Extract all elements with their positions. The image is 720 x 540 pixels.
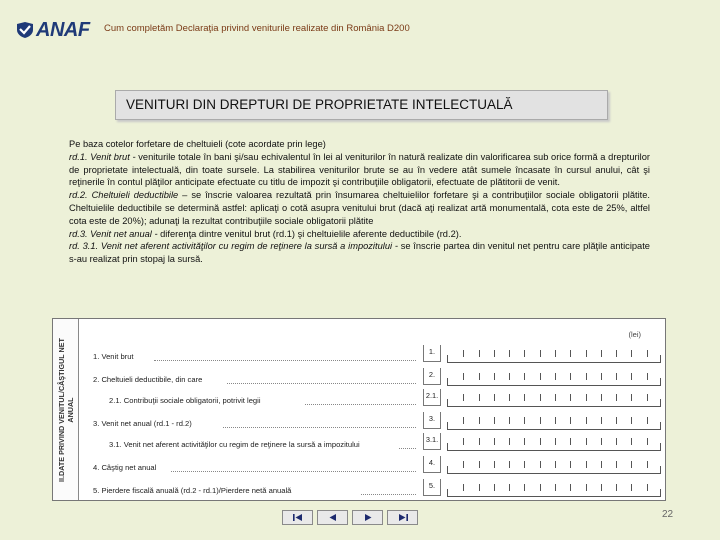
form-row-label: 5. Pierdere fiscală anuală (rd.2 - rd.1)/Pierdere netă anuală	[93, 486, 292, 495]
digit-separator	[647, 461, 648, 468]
digit-separator	[631, 394, 632, 401]
digit-separator	[601, 417, 602, 424]
digit-separator	[647, 438, 648, 445]
digit-separator	[479, 484, 480, 491]
digit-separator	[631, 461, 632, 468]
first-page-button[interactable]	[282, 510, 313, 525]
explanation-row-3-1	[69, 240, 650, 266]
digit-separator	[555, 438, 556, 445]
digit-separator	[601, 350, 602, 357]
digit-separator	[586, 417, 587, 424]
digit-separator	[479, 461, 480, 468]
next-page-icon	[361, 513, 375, 522]
explanation-row-3	[69, 228, 650, 241]
digit-separator	[540, 484, 541, 491]
digit-separator	[524, 350, 525, 357]
pierdere-fiscala-input[interactable]	[447, 489, 661, 497]
digit-separator	[509, 484, 510, 491]
digit-separator	[479, 394, 480, 401]
digit-separator	[463, 484, 464, 491]
digit-separator	[540, 461, 541, 468]
digit-separator	[586, 484, 587, 491]
form-row-4	[79, 458, 667, 474]
digit-separator	[555, 350, 556, 357]
digit-separator	[540, 373, 541, 380]
form-row-label: 4. Câştig net anual	[93, 463, 157, 472]
row-3-1-text: se înscrie partea din venitul net pentru care plăţile anticipate s-au realizat prin stopaj la sursă.	[69, 241, 650, 265]
digit-separator	[540, 438, 541, 445]
digit-separator	[601, 461, 602, 468]
explanation-row-2	[69, 189, 650, 227]
digit-separator	[616, 373, 617, 380]
digit-separator	[540, 350, 541, 357]
digit-separator	[647, 373, 648, 380]
first-page-icon	[291, 513, 305, 522]
header-title: Cum completăm Declaraţia privind veniturile realizate din România D200	[104, 23, 410, 34]
row-1-text: veniturile totale în bani şi/sau echivalentul în lei al veniturilor în natură realizate din valorificarea sub orice formă a drepturilor de proprietate intelectuală, din toate sursele. La stabilirea veniturilor brute se au în vedere atât sumele încasate în cursul anului, cât şi reţinerile în contul plăţilor anticipate efectuate cu titlu de impozit şi contribuţiile obligatorii, efectuate de plătitorii de venit.	[69, 151, 651, 188]
digit-separator	[494, 394, 495, 401]
digit-separator	[570, 417, 571, 424]
venit-net-retinere-input[interactable]	[447, 443, 661, 451]
contributii-sociale-input[interactable]	[447, 399, 661, 407]
unit-label: (lei)	[628, 330, 641, 339]
digit-separator	[479, 438, 480, 445]
section-title: VENITURI DIN DREPTURI DE PROPRIETATE INTELECTUALĂ	[115, 90, 608, 120]
digit-separator	[647, 350, 648, 357]
digit-separator	[509, 373, 510, 380]
digit-separator	[570, 484, 571, 491]
digit-separator	[631, 373, 632, 380]
digit-separator	[479, 373, 480, 380]
side-label-line-1: II.DATE PRIVIND VENITUL/CÂŞTIGUL NET	[56, 337, 66, 482]
cheltuieli-deductibile-input[interactable]	[447, 378, 661, 386]
form-side-label	[53, 319, 79, 500]
form-row-3	[79, 414, 667, 430]
form-row-5	[79, 481, 667, 497]
last-page-icon	[396, 513, 410, 522]
form-row-code: 2.1.	[423, 389, 441, 406]
logo-text: ANAF	[36, 19, 90, 41]
digit-separator	[479, 350, 480, 357]
form-row-3-1	[79, 435, 667, 451]
explanation-row-1	[69, 151, 650, 189]
row-2-label: rd.2. Cheltuieli deductibile –	[69, 190, 192, 201]
digit-separator	[616, 394, 617, 401]
digit-separator	[616, 350, 617, 357]
form-row-code: 2.	[423, 368, 441, 385]
digit-separator	[570, 350, 571, 357]
digit-separator	[494, 461, 495, 468]
digit-separator	[494, 417, 495, 424]
digit-separator	[601, 394, 602, 401]
form-row-code: 1.	[423, 345, 441, 362]
explanation-heading: Pe baza cotelor forfetare de cheltuieli (cote acordate prin lege)	[69, 139, 326, 149]
digit-separator	[509, 417, 510, 424]
row-3-text: diferenţa dintre venitul brut (rd.1) şi cheltuielile aferente deductibile (rd.2).	[160, 228, 462, 239]
digit-separator	[494, 484, 495, 491]
digit-separator	[509, 394, 510, 401]
row-3-label: rd.3. Venit net anual -	[69, 228, 161, 239]
digit-separator	[463, 394, 464, 401]
digit-separator	[647, 417, 648, 424]
digit-separator	[647, 484, 648, 491]
venit-net-anual-input[interactable]	[447, 422, 661, 430]
digit-separator	[631, 350, 632, 357]
digit-separator	[601, 484, 602, 491]
digit-separator	[586, 350, 587, 357]
explanation-text	[69, 138, 650, 266]
digit-separator	[524, 394, 525, 401]
form-row-2	[79, 370, 667, 386]
form-row-code: 3.	[423, 412, 441, 429]
previous-page-icon	[326, 513, 340, 522]
row-2-text: se înscrie valoarea rezultată prin însumarea cheltuielilor forfetare şi a contribuţiilor sociale obligatorii plătite. Cheltuielile deductibile se determină astfel: aplicaţi o cotă asupra venitului brut (dacă aţi realizat artă monumentală, cota este de 25%, altfel cota este de 20%); adunaţi la rezultat contribuţiile sociale obligatorii plătite	[69, 190, 650, 226]
digit-separator	[524, 417, 525, 424]
last-page-button[interactable]	[387, 510, 418, 525]
digit-separator	[586, 394, 587, 401]
digit-separator	[570, 373, 571, 380]
anaf-shield-icon	[16, 21, 34, 39]
digit-separator	[479, 417, 480, 424]
digit-separator	[463, 417, 464, 424]
digit-separator	[647, 394, 648, 401]
digit-separator	[463, 373, 464, 380]
row-1-label: rd.1. Venit brut -	[69, 151, 139, 162]
digit-separator	[509, 461, 510, 468]
form-row-code: 5.	[423, 479, 441, 496]
digit-separator	[601, 438, 602, 445]
anaf-logo	[16, 19, 90, 41]
digit-separator	[616, 461, 617, 468]
digit-separator	[601, 373, 602, 380]
slide-navigation	[282, 510, 418, 525]
digit-separator	[494, 350, 495, 357]
form-row-label: 1. Venit brut	[93, 352, 134, 361]
digit-separator	[586, 461, 587, 468]
side-label-line-2: ANUAL	[65, 396, 75, 423]
digit-separator	[463, 350, 464, 357]
form-row-label: 3. Venit net anual (rd.1 - rd.2)	[93, 419, 192, 428]
digit-separator	[524, 484, 525, 491]
digit-separator	[570, 394, 571, 401]
digit-separator	[509, 438, 510, 445]
form-row-code: 3.1.	[423, 433, 441, 450]
digit-separator	[631, 438, 632, 445]
digit-separator	[509, 350, 510, 357]
digit-separator	[586, 373, 587, 380]
declaration-form-section	[52, 318, 666, 501]
venit-brut-input[interactable]	[447, 355, 661, 363]
digit-separator	[586, 438, 587, 445]
page-number: 22	[662, 509, 674, 520]
row-3-1-label: rd. 3.1. Venit net aferent activităţilor cu regim de reţinere la sursă a impozitului -	[69, 241, 401, 252]
digit-separator	[616, 484, 617, 491]
castig-net-anual-input[interactable]	[447, 466, 661, 474]
digit-separator	[570, 461, 571, 468]
digit-separator	[463, 461, 464, 468]
digit-separator	[524, 438, 525, 445]
form-row-code: 4.	[423, 456, 441, 473]
digit-separator	[524, 373, 525, 380]
form-row-2-1	[79, 391, 667, 407]
digit-separator	[616, 417, 617, 424]
digit-separator	[570, 438, 571, 445]
digit-separator	[616, 438, 617, 445]
form-row-label: 3.1. Venit net aferent activităţilor cu regim de reţinere la sursă a impozitului	[109, 440, 360, 449]
digit-separator	[494, 438, 495, 445]
digit-separator	[555, 484, 556, 491]
form-row-label: 2. Cheltuieli deductibile, din care	[93, 375, 203, 384]
digit-separator	[494, 373, 495, 380]
digit-separator	[631, 417, 632, 424]
form-row-label: 2.1. Contribuţii sociale obligatorii, potrivit legii	[109, 396, 261, 405]
digit-separator	[555, 373, 556, 380]
digit-separator	[524, 461, 525, 468]
previous-page-button[interactable]	[317, 510, 348, 525]
form-row-1	[79, 347, 667, 363]
digit-separator	[631, 484, 632, 491]
next-page-button[interactable]	[352, 510, 383, 525]
digit-separator	[540, 394, 541, 401]
digit-separator	[555, 394, 556, 401]
digit-separator	[540, 417, 541, 424]
digit-separator	[555, 461, 556, 468]
digit-separator	[555, 417, 556, 424]
digit-separator	[463, 438, 464, 445]
